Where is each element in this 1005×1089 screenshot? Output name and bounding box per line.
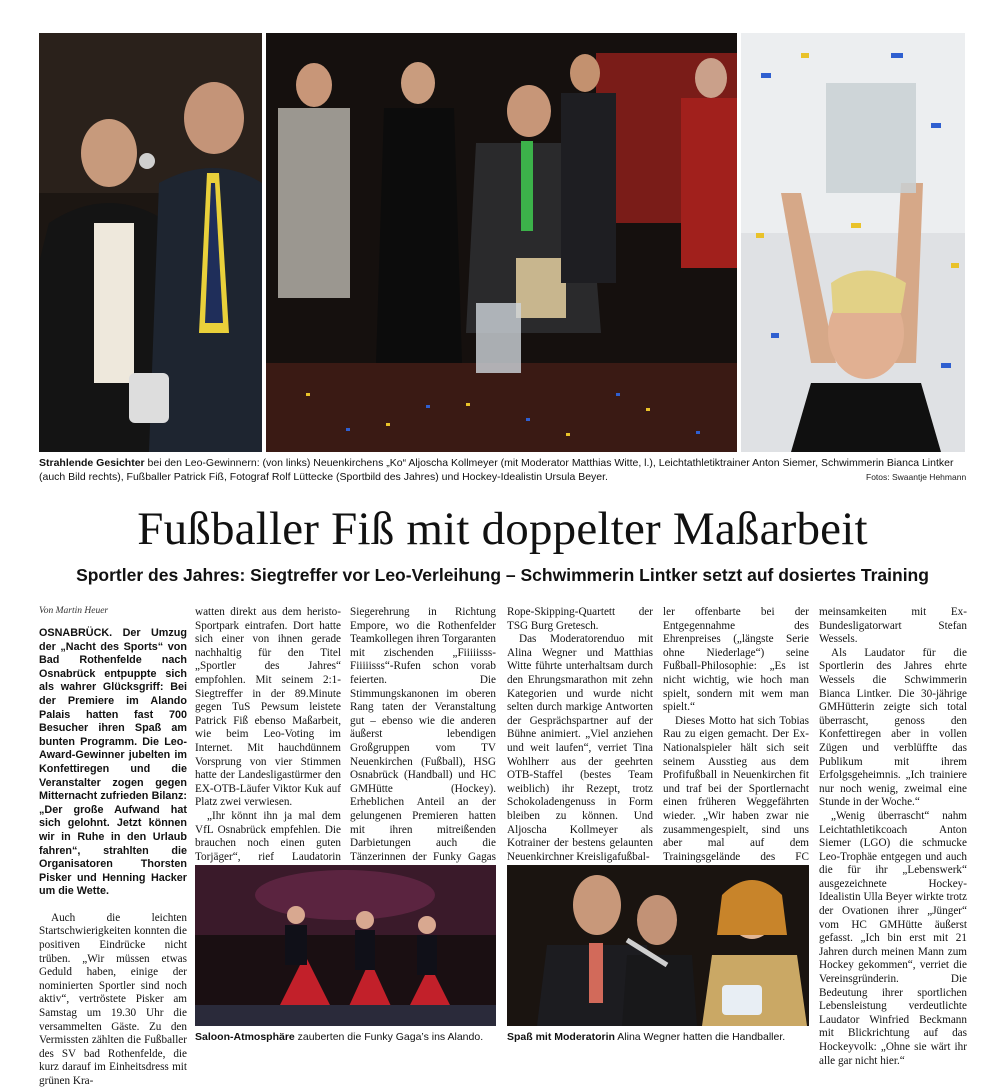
photo-award-winners-stage bbox=[266, 33, 737, 452]
article-column-1 bbox=[39, 627, 187, 1089]
article-column-5 bbox=[663, 606, 809, 891]
caption-lead: Saloon-Atmosphäre bbox=[195, 1031, 295, 1043]
photo-funky-gagas-dancers bbox=[195, 865, 496, 1026]
article-paragraph: meinsamkeiten mit Ex-Bundesligatorwart Stefan Wessels. bbox=[819, 606, 967, 646]
article-column-4 bbox=[507, 606, 653, 864]
article-paragraph: Das Moderatorenduo mit Alina Wegner und Matthias Witte führte unterhaltsam durch den Ehrungsmarathon mit zehn Kategorien und wurde nicht selten durch markige Antworten der Gesprächspartner auf der Bühne animiert. „Viel anziehen und weit laufen“, verriet Tina Wohlherr aus der geehrten OTB-Staffel (bestes Team weiblich) ihr Rezept, trotz Schokoladengenuss in Form bleiben zu können. Und Aljoscha Kollmeyer als Kotrainer der bestens gelaunten Neuenkirchner Kreisligafußbal- bbox=[507, 633, 653, 863]
article-subheadline: Sportler des Jahres: Siegtreffer vor Leo-Verleihung – Schwimmerin Lintker setzt auf dosiertes Training bbox=[76, 565, 929, 585]
caption-lead: Strahlende Gesichter bbox=[39, 457, 145, 469]
right-photo-caption bbox=[507, 1030, 809, 1044]
article-paragraph: „Ihr könnt ihn ja mal dem VfL Osnabrück empfehlen. Die brauchen noch einen guten Torjäger“, rief Laudatorin bbox=[195, 809, 341, 863]
caption-lead: Spaß mit Moderatorin bbox=[507, 1031, 615, 1043]
article-paragraph: Rope-Skipping-Quartett der TSG Burg Gretesch. bbox=[507, 606, 653, 632]
article-paragraph: Als Laudator für die Sportlerin des Jahres ehrte Wessels die Schwimmerin Bianca Lintker. Die 30-jährige GMHütterin zeigte sich total überrascht, genoss den Konfettiregen aber in vollen Zügen und verblüffte das Publikum mit ihrem Erfolgsgeheimnis. „Ich trainiere nur noch wenig, zweimal eine Stunde in der Woche.“ bbox=[819, 646, 967, 809]
photo-moderator-with-kollmeyer bbox=[39, 33, 262, 452]
caption-text: zauberten die Funky Gaga’s ins Alando. bbox=[294, 1031, 484, 1043]
article-paragraph: watten direkt aus dem heristo-Sportpark eintrafen. Dort hatte sich einer von ihnen gerade nachhaltig für den Titel „Sportler des Jahres“ empfohlen. Mit seinem 2:1-Siegtreffer in der 89.Minute gegen TuS Pewsum leistete Patrick Fiß ebenso Maßarbeit, wie beim Leo-Voting im Internet. Mit hauchdünnem Vorsprung von vier Stimmen hatte der Landesligastürmer den EX-OTB-Läufer Viktor Kuk auf Platz zwei verwiesen. bbox=[195, 606, 341, 809]
left-photo-caption bbox=[195, 1030, 496, 1044]
article-paragraph: Siegerehrung in Richtung Empore, wo die Rothenfelder Teamkollegen ihren Torgaranten mit zischenden „Fiiiiisss-Fiiiiisss“-Rufen schon vorab feierten. Die Stimmungskanonen im oberen Rang taten der Veranstaltung gut – ebenso wie die anderen äußerst lebendigen Großgruppen vom TV Neuenkirchen (Fußball), HSG Osnabrück (Handball) und HC GMHütte (Hockey). Erheblichen Anteil an der gelungenen Premieren hatten mit ihren mitreißenden Darbietungen auch die Tänzerinnen der Funky Gagas bbox=[350, 606, 496, 863]
photo-moderator-with-handball-players bbox=[507, 865, 809, 1026]
article-column-6 bbox=[819, 606, 967, 1068]
article-paragraph: „Wenig überrascht“ nahm Leichtathletikcoach Anton Siemer (LGO) die schmucke Leo-Trophäe entgegen und auch die für ihr „Lebenswerk“ ausgezeichnete Hockey-Idealistin Ulla Beyer wirkte trotz der Ovationen ihrer „Jünger“ vom HC GMHütte äußerst gefasst. „Ich bin erst mit 21 Jahren durch meinen Mann zum Hockey gekommen“, verriet die Vereinsgründerin. Die Bedeutung ihrer sportlichen Lebensleistung verdeutlichte Laudator Winfried Beckmann mit Blickrichtung auf das Hockeyvolk: „Ohne sie wärt ihr alle gar nicht hier.“ bbox=[819, 809, 967, 1067]
caption-text: bei den Leo-Gewinnern: (von links) Neuenkirchens „Ko“ Aljoscha Kollmeyer (mit Moderator Matthias Witte, l.), Leichtathletiktrainer Anton Siemer, Schwimmerin Bianca Lintker (auch Bild rechts), Fußballer Patrick Fiß, Fotograf Rolf Lüttecke (Sportbild des Jahres) und Hockey-Idealistin Ursula Beyer. bbox=[39, 457, 954, 483]
article-column-2 bbox=[195, 606, 341, 878]
article-byline: Von Martin Heuer bbox=[39, 606, 109, 616]
photo-lintker-trophy bbox=[741, 33, 965, 452]
article-headline: Fußballer Fiß mit doppelter Maßarbeit bbox=[137, 503, 868, 555]
article-column-3 bbox=[350, 606, 496, 891]
caption-text: Alina Wegner hatten die Handballer. bbox=[614, 1031, 786, 1043]
article-paragraph: Auch die leichten Startschwierigkeiten konnten die positiven Eindrücke nicht trüben. „Wir müssen etwas Geduld haben, einige der nominierten Sportler sind noch aktiv“, vertröstete Pisker am Samstag um 19.30 Uhr die versammelten Gäste. Zu den Vermissten zählten die Fußballer des SV bad Rothenfelde, die kurz darauf im Einheitsdress mit grünen Kra- bbox=[39, 911, 187, 1087]
article-lead: OSNABRÜCK. Der Umzug der „Nacht des Sports“ von Bad Rothenfelde nach Osnabrück entpuppte sich als wahrer Glücksgriff: Bei der Premiere im Alando Palais hatten fast 700 Besucher ihren Spaß am bunten Programm. Die Leo-Award-Gewinner jubelten im Konfettiregen und die Veranstalter zogen gegen Mitternacht zufrieden Bilanz: „Der große Aufwand hat sich gelohnt. Jetzt können wir in Ruhe in den Urlaub fahren“, strahlten die Organisatoren Thorsten Pisker und Henning Hacker um die Wette. bbox=[39, 627, 187, 898]
article-paragraph: Dieses Motto hat sich Tobias Rau zu eigen gemacht. Der Ex-Nationalspieler hält sich seit seinem Ausstieg aus dem Profifußball in Neuenkirchen fit und traf bei der Sportlernacht einen früheren Weggefährten wieder. „Wir haben zwar nie zusammengespielt, sind uns aber mal auf dem Trainingsgelände des FC bbox=[663, 714, 809, 863]
photo-credit: Fotos: Swaantje Hehmann bbox=[866, 472, 967, 482]
top-photo-caption bbox=[39, 456, 969, 484]
article-paragraph: ler offenbarte bei der Entgegennahme des Ehrenpreises („längste Serie ohne Niederlage“) seine Fußball-Philosophie: „Es ist nicht wichtig, wie hoch man spielt, sondern mit wem man spielt.“ bbox=[663, 606, 809, 714]
